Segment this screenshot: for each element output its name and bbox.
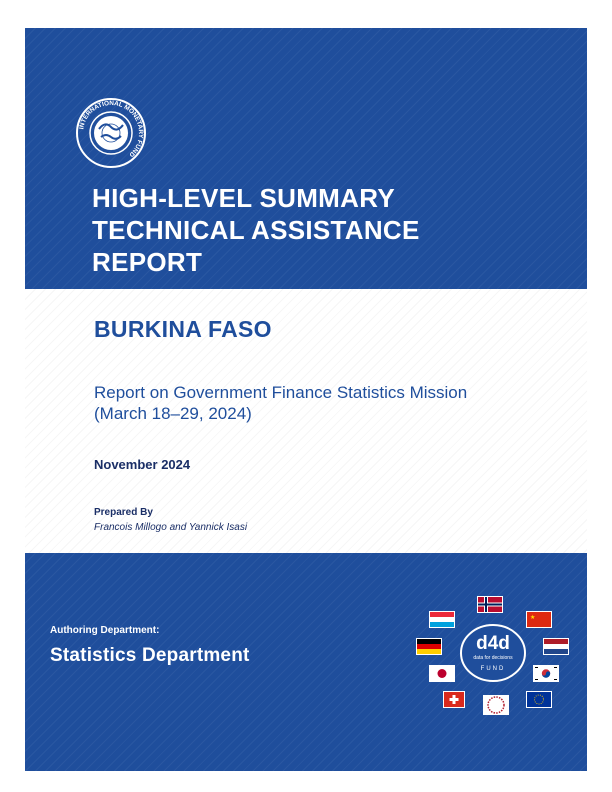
european-union-flag-icon [526,691,552,708]
cover-header-band [25,28,587,289]
report-title [94,382,467,424]
prepared-by-names: Francois Millogo and Yannick Isasi [94,522,248,533]
cover-footer-band [25,553,587,771]
norway-flag-icon [477,596,503,613]
germany-flag-icon [416,638,442,655]
d4d-donor-flags-logo [415,593,575,718]
korea-flag-icon [533,665,559,682]
title-line-3: REPORT [92,247,203,277]
luxembourg-flag-icon [429,611,455,628]
report-title-line-2: (March 18–29, 2024) [94,404,252,423]
publication-date: November 2024 [94,457,191,472]
switzerland-flag-icon [443,691,465,708]
burkina-faso-ring-icon [483,695,509,715]
d4d-fund-text: FUND [480,666,506,672]
title-line-2: TECHNICAL ASSISTANCE [92,215,420,245]
imf-seal-icon [75,97,147,169]
report-title-line-1: Report on Government Finance Statistics Mission [94,383,468,402]
authoring-department-name: Statistics Department [50,645,250,666]
d4d-tagline: data for decisions [473,655,513,661]
china-flag-icon [526,611,552,628]
report-type-title [92,182,420,278]
japan-flag-icon [429,665,455,682]
prepared-by-label: Prepared By [94,507,153,518]
country-name: BURKINA FASO [94,316,272,342]
netherlands-flag-icon [543,638,569,655]
cover-info-band [25,289,587,553]
d4d-logo-text: d4d [476,633,510,654]
authoring-department-label: Authoring Department: [50,625,160,636]
imf-seal-text: INTERNATIONAL MONETARY FUND [78,99,145,159]
d4d-fund-logo [461,625,525,681]
title-line-1: HIGH-LEVEL SUMMARY [92,183,395,213]
svg-text:★: ★ [530,614,536,621]
